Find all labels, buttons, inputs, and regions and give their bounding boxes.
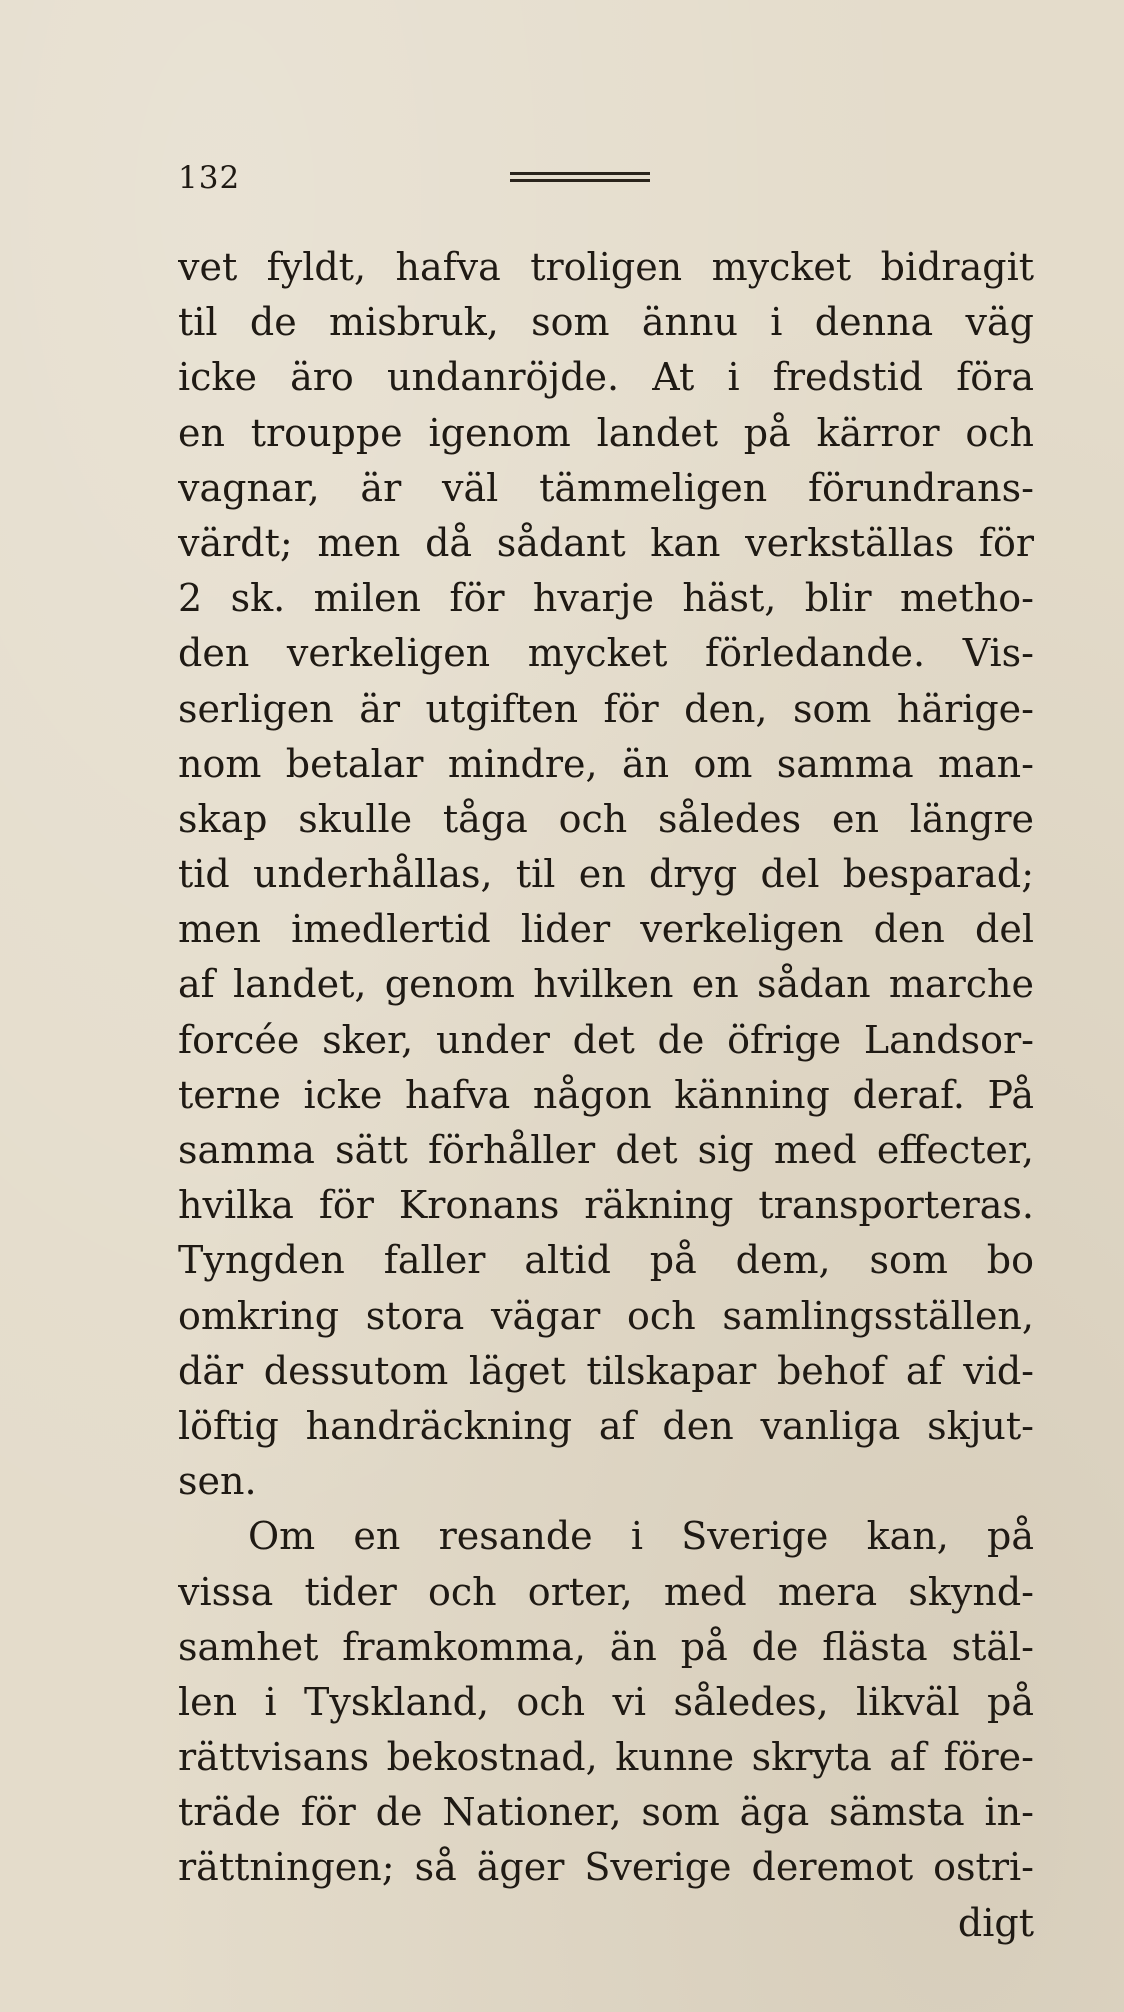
text-line: men imedlertid lider verkeligen den del [178, 907, 1034, 952]
text-line: tid underhållas, til en dryg del besparad; [178, 852, 1034, 897]
text-line: nom betalar mindre, än om samma man- [178, 741, 1034, 786]
catchword: digt [957, 1900, 1034, 1945]
text-line: värdt; men då sådant kan verkställas för [178, 520, 1034, 565]
text-line: omkring stora vägar och samlingsställen, [178, 1293, 1034, 1338]
text-line: den verkeligen mycket förledande. Vis- [178, 631, 1034, 676]
text-line: len i Tyskland, och vi således, likväl på [178, 1679, 1034, 1724]
text-line: af landet, genom hvilken en sådan marche [178, 962, 1034, 1007]
text-line: til de misbruk, som ännu i denna väg [178, 300, 1034, 345]
paragraph-end-line: sen. [178, 1459, 257, 1504]
text-line: 2 sk. milen för hvarje häst, blir metho- [178, 576, 1034, 621]
text-line: rättvisans bekostnad, kunne skryta af före- [178, 1735, 1034, 1780]
text-line: vet fyldt, hafva troligen mycket bidragit [178, 245, 1034, 289]
body-text [178, 240, 1034, 1951]
text-line: Tyngden faller altid på dem, som bo [178, 1238, 1034, 1283]
text-line: icke äro undanröjde. At i fredstid föra [178, 355, 1034, 400]
paragraph-start-line: Om en resande i Sverige kan, på [248, 1514, 1034, 1559]
text-line: hvilka för Kronans räkning transporteras. [178, 1183, 1034, 1228]
text-line: träde för de Nationer, som äga sämsta in- [178, 1790, 1034, 1835]
text-line: serligen är utgiften för den, som härige- [178, 686, 1034, 731]
text-line: terne icke hafva någon känning deraf. På [178, 1072, 1034, 1117]
text-line: skap skulle tåga och således en längre [178, 796, 1034, 841]
header-rule-upper [510, 172, 650, 175]
text-line: där dessutom läget tilskapar behof af vid- [178, 1348, 1034, 1393]
page-number: 132 [178, 160, 241, 196]
text-line: vagnar, är väl tämmeligen förundrans- [178, 465, 1034, 510]
text-line: vissa tider och orter, med mera skynd- [178, 1569, 1034, 1614]
text-line: rättningen; så äger Sverige deremot ostri- [178, 1845, 1034, 1890]
header-rule-lower [510, 179, 650, 182]
text-line: löftig handräckning af den vanliga skjut- [178, 1403, 1034, 1448]
text-line: samma sätt förhåller det sig med effecter, [178, 1128, 1034, 1172]
header-rule [510, 172, 650, 182]
text-line: en trouppe igenom landet på kärror och [178, 410, 1034, 455]
text-line: forcée sker, under det de öfrige Landsor- [178, 1017, 1034, 1062]
text-line: samhet framkomma, än på de flästa stäl- [178, 1624, 1034, 1669]
